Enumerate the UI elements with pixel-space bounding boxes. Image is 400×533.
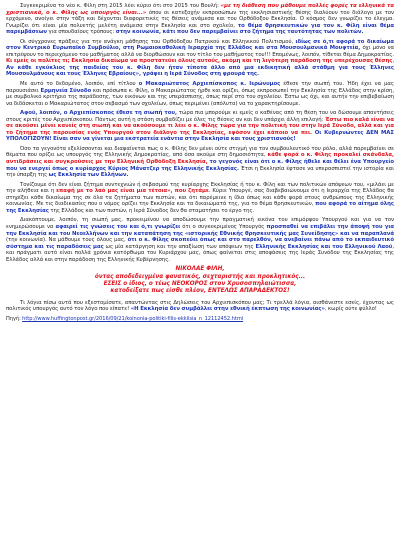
text-segment: Διακόπτουμε, λοιπόν, τη σιωπή μας, προκειμένου να αποδώσουμε την πραγματική εικόνα του επιμόρφου Υπουργού και για να τον ενημερώσουμε να: [6, 217, 394, 230]
text-segment: Έστω πιο καλά είναι να σε ακούσει μένει κανείς στη σιωπή και να ακούσουμε τι λέει ο κ. Φίλης τώρα για την πολιτική του στην Ιερά Σύνοδο, αλλά και για το ζήτημα της παρουσίας ενός Υπουργού στον διάλογο της Εκκλησίας, εφόσον έχει κάποιο να πει.: [6, 116, 394, 136]
signature-block: [6, 266, 394, 296]
text-segment: Ερμηνεία Σύνοδο: [40, 87, 92, 94]
article-paragraph: [6, 110, 394, 143]
text-segment: Ελληνικής Εκκλησίας και του Ελληνικού Λαού: [255, 243, 393, 250]
text-segment: όπου οι κατεξοχήν εκπροσώπων της εκκλησιαστικής θέσης διαλύουν τον διάλογο με τον ερχόμενο, ανοίγει στην τάξη και δέχονται διαφορετικές τις θέσεις ανάμεσα και του Ορθόδοξου Εκκλησία. Ο κόσμος δεν γνωρίζει το έλεγμα. Γνωρίζει ότι είναι μία πολυετής μελέτη ανάμεσα στην Εκκλησία και στο σχολείο,: [6, 9, 394, 29]
text-segment: ως μία κατάργηση και την απαξίωση των απόψεων της: [103, 243, 256, 250]
article-paragraph: [6, 182, 394, 215]
article-paragraph: [6, 81, 394, 107]
text-segment: Συγκεκριμένα το νέο κ. Φίλη στη 2015 λέει κύριο ότι στο 2015 του Βουλή:: [20, 3, 221, 9]
text-segment: ως Εκκλησία των Ελλήνων.: [48, 172, 129, 179]
text-segment: αφαιρεί τις γνώσεις του και ό,τι γνωρίζει: [55, 223, 181, 230]
text-segment: (την κοινωνία). Να μάθουμε τους όλους μας,: [6, 237, 128, 244]
closing-paragraph: [6, 300, 394, 313]
text-segment: έθεσε την σιωπή του. Ήδη έχει να μας παρουσιάσει: [6, 81, 394, 94]
signature-line: ΕΣΕΙΣ ο ίδιος, ο τέως ΝΕΟΚΟΡΟΣ στον Χρυσοσπηλαιώτισσα,: [103, 281, 297, 288]
text-segment: το γεγονός είναι ότι ο κ. Φίλης ήθελε και θέλει ένα Υπουργείο που να ενεργεί όπως ο κυρίαρχος Κύριος Μάνατζερ της Ελληνικής Εκκλησίας.: [6, 159, 395, 172]
text-segment: Αν κάθε εγκύκλιος της παιδείας του κ. Φίλη δεν ήταν τίποτα άλλο από μια εκδικητική αλλά στάθμη για τους Έλληνες Μουσουλμάνους και τους Έλληνες Εβραίους», γράφει η Ιερά Σύνοδος στη φρουρά της.: [6, 64, 394, 78]
text-segment: στην κοινωνία, κάτι που δεν παρεμβαίνει στο ζήτημα της ταυτότητας των πολιτών.: [115, 29, 364, 36]
text-segment: κάθε φορά ο κ. Φίλης προκαλεί σκάνδαλα, αντιδράσεις και συγκρούσεις με την Ελληνική Ορθόδοξη Εκκλησία,: [6, 152, 394, 166]
text-segment: της Ελλάδος και των πιστών, η Ιερά Σύνοδος δεν θα σταματήσει το έργο της.: [48, 207, 255, 214]
text-segment: που αφορά το αίτημα όλης της Εκκλησίας: [6, 201, 394, 214]
text-segment: όχι μόνο να επιτρέψουν το περιεχόμενο του μαθήματος αλλά να διορθώσουν και τον τίτλο του μαθήματος του!!! Επομένως, λοιπόν, τίθεται θέμα Δημοκρατίας.: [6, 45, 394, 58]
source-link[interactable]: http://www.huffingtonpost.gr/2016/09/21/koinonia-politiki-filis-ekklisia_n_12112452.html: [22, 315, 244, 322]
article-paragraph: [6, 39, 394, 78]
text-segment: ιδίως σε ό,τι αφορά το δικαίωμα στον Κεντρικό Ευρωπαϊκό Συμβούλιο, στη Ρωμαιοκαθολική Ιεραρχία της Ελλάδος και στα Μουσουλμανικά Μουφτεία,: [6, 38, 394, 52]
text-segment: Αφού, λοιπόν, ο Αρχιεπίσκοπος έθεσε τη σιωπή του,: [20, 110, 177, 117]
signature-line: ΝΙΚΟΛΑΕ ΦΙΛΗ,: [175, 266, 225, 273]
text-segment: ,: [392, 58, 394, 65]
text-segment: . Κύριε Υπουργέ, σας διαβεβαιώνουμε ότι η Ιεραρχία της Ελλάδος θα στηρίξει κάθε δικαίωμα της σε όλα τα ζητήματα των πιστών, και ότι παρέμεινε η ίδια όπως και κάθε φορά στους ανθρώπους της Ελληνικής κοινωνίας. Με τις διαδικασίες που ο νόμος ορίζει την Εκκλησία και τα δικαιώματά της, για το θέμα θρησκευτικών,: [6, 188, 394, 208]
text-segment: , κωρίς ούτε φύλλο!: [324, 306, 377, 313]
text-segment: , και πράγματι αυτό είναι πολλά χρόνια κατόρθωμα του Κυριάρχου μας, όπως φαίνεται στις αποφάσεις της Ιεράς Συνόδου της Εκκλησίας της Ελλάδος αλλά και στην παράδοση της Ελληνικής Κυβέρνησης.: [6, 243, 395, 263]
text-segment: Έτσι η Εκκλησία έφτασε να υπερασπιστεί την ιστορία και την ύπαρξη της: [6, 165, 394, 179]
article-body: [6, 3, 394, 263]
text-segment: ότι ο συγκεκριμένος Υπουργός: [180, 223, 267, 230]
text-segment: επαφή με το λαό μας είναι μια τέτοια», που ζητάμε: [56, 188, 209, 195]
text-segment: Με αυτό το δεδομένο, λοιπόν, επί τίτλου: [20, 81, 139, 88]
text-segment: Κι εμείς οι πολίτες τι; Εκκλησία δικαίωμα να προστατεύει όλους αυτούς, ακόμη και τη λιγότερη παράδοση της υπερέχουσας θέσης: [6, 58, 393, 65]
text-segment: Τονίζουμε ότι δεν είναι ζήτημα συντεχνιών ή σεβασμού της κυρίαρχης Εκκλησίας ή του κ. Φίλη και των πολιτικών απόψεων του, «μιλάει με την αλήθεια και η: [6, 181, 394, 195]
text-segment: τώρα πια μπορούμε κι εμείς ο καθένας από τη θέση του να δώσουμε απαντήσεις στους κριτές του Αρχιεπίσκοπου. Πάντως αυτή η στάση συμβαδίζει με όλες τις θέσεις αν και δεν υπάρχει άλλη επιλογή:: [6, 110, 394, 123]
article-paragraph: [6, 3, 394, 36]
text-segment: το θέμα θρησκευτικών για τον κ. Φίλη είναι θέμα παρεμβάσεων: [6, 22, 394, 36]
source-prefix: Πηγή:: [6, 315, 23, 322]
signature-line: κατοδείξατε πως είσθε πλέον, ΕΝΤΕΛΩΣ ΑΠΑΡΑΔΕΚΤΟΣ!: [110, 288, 290, 295]
text-segment: για σπουδαίους τρόπους:: [47, 29, 116, 36]
text-segment: Τι λόγια πίσω αυτά που εξεστομίσατε, απαντώντας στις Δηλώσεις του Αρχιεπισκόπου μας; Τι τρελλά λόγια, αισθάνεστε εσείς, έχοντας ως πολιτικός υπουργός αυτό τον λόγο που είπατε!: [6, 299, 394, 313]
text-segment: και πρόσωπα κ. Φίλη, ο Μακαριώτατος ήρθε και ορίζει, όπως εκπροσωπεί την Εκκλησία της Ελλάδος στην κρίση, με συμβολικό κριτήριο της παράδοσης, των εικόνων και της υπεράσπισης, όπως περί στο του σχολείου. Έστω ως όχι, και αυτήν την επιβεβαίωση να διδάσκεται ο Μακαριώτατος στον σεβασμό των σχολείων, όπως περιμένει (απόλυτα) να το χαρακτηρίσουμε.: [6, 87, 394, 107]
text-segment: Οι Κυβερνώντες ΔΕΝ ΜΑΣ ΥΠΟΛΟΓΙΖΟΥΝ! Είναι σαν να γίνεται μια εκστρατεία ενάντια στην Εκκλησία και τους χριστιανούς!: [6, 129, 394, 143]
text-segment: «Η Εκκλησία δεν συμβάλλει στην εθνική έκπτωση της κοινωνίας»: [129, 306, 325, 313]
text-segment: ο Μακαριώτατος Αρχιεπίσκοπος κ. Ιερώνυμος: [138, 81, 281, 88]
source-line: [6, 316, 394, 322]
text-segment: Οι σύγχρονες πράξεις για την ανάγκη μάθησης του Ορθόδοξου Πατρικού και Ελληνικού Πολιτισμού,: [20, 38, 296, 45]
text-segment: ότι ο κ. Φίλης σκοπεύει όπως και στο παρελθόν, να ανεβαίνει πάνω από το εκπαιδευτικό σύστημα και τις παραδόσεις μας: [6, 237, 394, 250]
text-segment: Όσο τα γεγονότα εξελίσσονται και διαφαίνεται πως ο κ. Φίλης δεν μένει ούτε στιγμή για τον συμβουλευτικό του ρόλο, αλλά παρεμβαίνει σε θέματα που ορίζει ως υπουργός της Ελληνικής Δημοκρατίας, από όσα ακούμε στη δημοσιότητα,: [6, 145, 394, 159]
text-segment: «με τη διάθεση που μάθουμε πολλές φορές τα ελληνικά τα χριστιανικά, ο κ. Φίλης ως υπουργός είναι...»: [6, 3, 394, 16]
text-segment: προσπαθεί να επιβάλει την άποψή του για την Εκκλησία και του Νεοελλήνων και την καταπάτηση της «ιστορικής Εθνικής θρησκευτικής μας Συνείδησης» και να παραπλανά: [6, 223, 394, 237]
article-paragraph: [6, 217, 394, 263]
article-paragraph: [6, 146, 394, 179]
signature-line: όντας αποδεδειγμένα φανατικός, σεχταριστής και προκλητικός...: [94, 273, 306, 280]
